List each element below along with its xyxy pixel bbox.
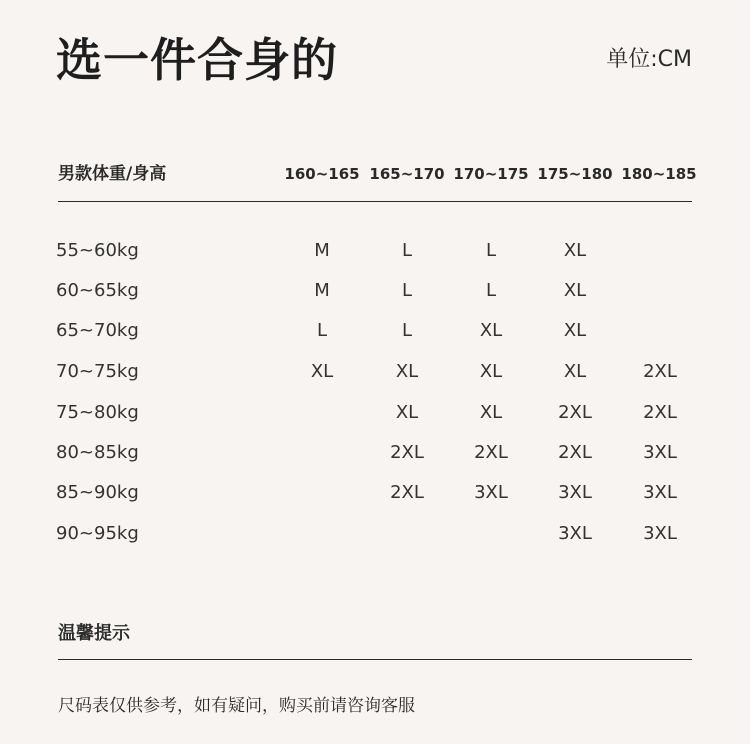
column-header: 180~185: [621, 165, 697, 183]
size-cell: XL: [563, 280, 587, 301]
size-cell: XL: [395, 402, 419, 423]
weight-label: 75~80kg: [56, 402, 139, 423]
size-cell: L: [485, 280, 497, 301]
size-cell: 2XL: [474, 442, 508, 463]
size-cell: 3XL: [643, 442, 677, 463]
size-cell: L: [485, 240, 497, 261]
table-row: [56, 519, 696, 549]
size-cell: L: [401, 280, 413, 301]
size-cell: XL: [479, 361, 503, 382]
size-cell: 3XL: [643, 523, 677, 544]
table-row: [56, 316, 696, 346]
header-divider: [58, 201, 692, 202]
column-header: 175~180: [537, 165, 613, 183]
weight-label: 65~70kg: [56, 320, 139, 341]
table-row: [56, 438, 696, 468]
row-header-label: 男款体重/身高: [58, 164, 167, 184]
size-cell: XL: [479, 402, 503, 423]
size-cell: L: [401, 240, 413, 261]
table-row: [56, 236, 696, 266]
unit-label: 单位:CM: [606, 47, 692, 72]
weight-label: 85~90kg: [56, 482, 139, 503]
size-cell: XL: [479, 320, 503, 341]
size-cell: XL: [395, 361, 419, 382]
size-cell: 2XL: [558, 402, 592, 423]
size-cell: 3XL: [474, 482, 508, 503]
size-cell: 2XL: [390, 442, 424, 463]
weight-label: 60~65kg: [56, 280, 139, 301]
tips-text: 尺码表仅供参考，如有疑问，购买前请咨询客服: [58, 696, 415, 716]
size-cell: 2XL: [643, 361, 677, 382]
tips-title: 温馨提示: [58, 623, 130, 644]
weight-label: 70~75kg: [56, 361, 139, 382]
size-cell: 2XL: [643, 402, 677, 423]
size-cell: M: [314, 280, 330, 301]
size-cell: XL: [563, 240, 587, 261]
size-cell: 2XL: [558, 442, 592, 463]
size-cell: XL: [563, 361, 587, 382]
table-row: [56, 357, 696, 387]
size-cell: M: [314, 240, 330, 261]
size-cell: XL: [310, 361, 334, 382]
weight-label: 90~95kg: [56, 523, 139, 544]
column-header: 165~170: [369, 165, 445, 183]
table-row: [56, 398, 696, 428]
size-cell: 3XL: [558, 523, 592, 544]
size-cell: 3XL: [643, 482, 677, 503]
table-header-row: [58, 160, 697, 188]
column-header: 160~165: [284, 165, 360, 183]
size-cell: 3XL: [558, 482, 592, 503]
table-row: [56, 276, 696, 306]
size-cell: XL: [563, 320, 587, 341]
size-cell: 2XL: [390, 482, 424, 503]
page-title: 选一件合身的: [56, 33, 338, 87]
size-cell: L: [316, 320, 328, 341]
weight-label: 80~85kg: [56, 442, 139, 463]
tips-divider: [58, 659, 692, 660]
size-cell: L: [401, 320, 413, 341]
table-row: [56, 478, 696, 508]
column-header: 170~175: [453, 165, 529, 183]
weight-label: 55~60kg: [56, 240, 139, 261]
